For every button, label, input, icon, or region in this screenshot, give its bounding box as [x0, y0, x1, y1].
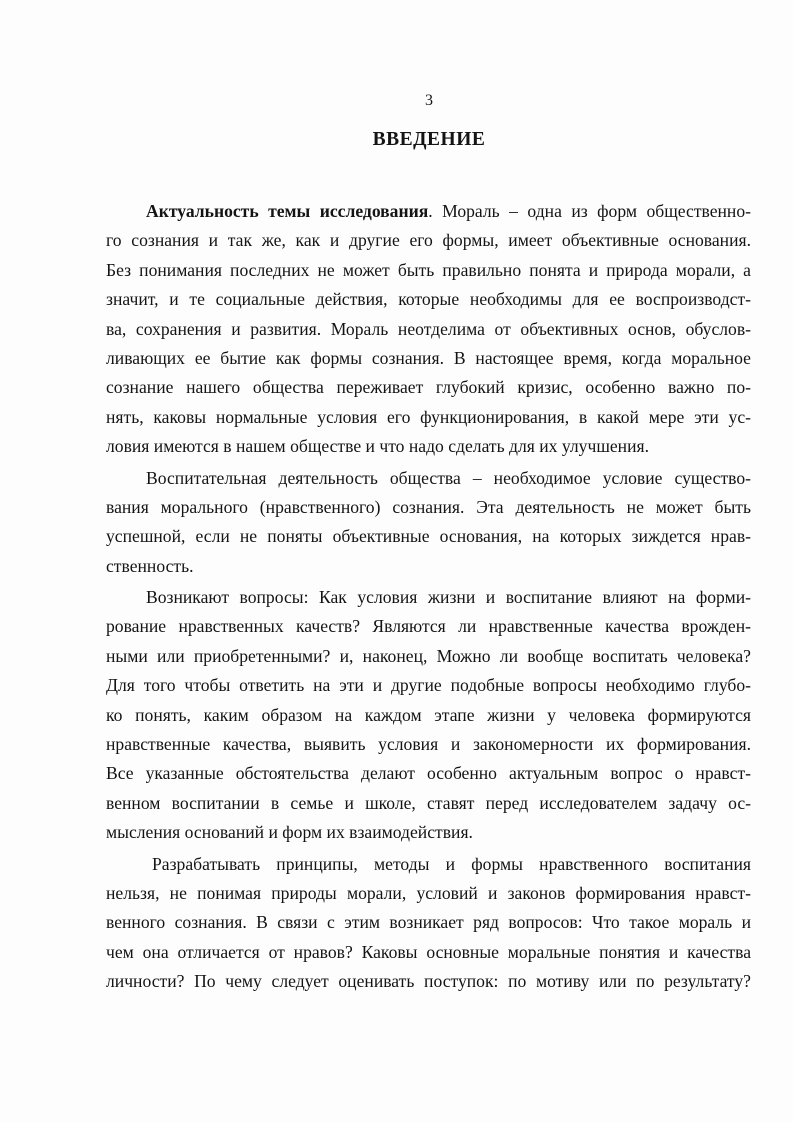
relevance-heading: Актуальность темы исследования — [146, 201, 429, 221]
text-line: успешной, если не поняты объективные основания, на которых зиждется нрав- — [106, 526, 751, 547]
text-line: Воспитательная деятельность общества – необходимое условие существо- — [146, 467, 751, 488]
text-line: венном воспитании в семье и школе, ставят перед исследователем задачу ос- — [106, 792, 751, 813]
text-line: Все указанные обстоятельства делают особенно актуальным вопрос о нравст- — [106, 763, 751, 784]
text-line: ва, сохранения и развития. Мораль неотделима от объективных основ, обуслов- — [106, 318, 751, 339]
text-line: мысления оснований и форм их взаимодействия. — [106, 822, 473, 843]
page-number: 3 — [425, 92, 433, 109]
paragraph-principles — [106, 850, 751, 997]
text-line: Разрабатывать принципы, методы и формы нравственного воспитания — [152, 853, 751, 874]
text-line: личности? По чему следует оценивать поступок: по мотиву или по результату? — [106, 971, 751, 992]
paragraph-upbringing — [106, 464, 751, 582]
text-line — [106, 197, 751, 226]
text-line: чем она отличается от нравов? Каковы основные моральные понятия и качества — [106, 941, 751, 962]
text-line-content: . Мораль – одна из форм общественно- — [428, 201, 752, 221]
text-line: сознание нашего общества переживает глубокий кризис, особенно важно по- — [106, 377, 751, 398]
text-line: венного сознания. В связи с этим возникает ряд вопросов: Что такое мораль и — [106, 912, 751, 933]
text-line: ными или приобретенными? и, наконец, Можно ли вообще воспитать человека? — [106, 645, 751, 666]
text-line: значит, и те социальные действия, которые необходимы для ее воспроизводст- — [106, 289, 751, 310]
text-line: го сознания и так же, как и другие его формы, имеет объективные основания. — [106, 230, 751, 251]
text-line: ственность. — [106, 555, 194, 576]
text-line: Без понимания последних не может быть правильно понята и природа морали, а — [106, 259, 751, 280]
text-line: нять, каковы нормальные условия его функционирования, в какой мере эти ус- — [106, 406, 751, 427]
text-line: Возникают вопросы: Как условия жизни и воспитание влияют на форми- — [146, 587, 751, 608]
text-line: ловия имеются в нашем обществе и что надо сделать для их улучшения. — [106, 436, 649, 457]
text-line: ливающих ее бытие как формы сознания. В настоящее время, когда моральное — [106, 347, 751, 368]
text-line: ко понять, каким образом на каждом этапе жизни у человека формируются — [106, 704, 751, 725]
page-title: ВВЕДЕНИЕ — [372, 129, 486, 150]
paragraph-questions — [106, 583, 751, 848]
document-body — [106, 197, 751, 997]
text-line: нельзя, не понимая природы морали, условий и законов формирования нравст- — [106, 882, 751, 903]
text-line: нравственные качества, выявить условия и закономерности их формирования. — [106, 734, 751, 755]
paragraph-relevance — [106, 197, 751, 462]
text-line: рование нравственных качеств? Являются ли нравственные качества врожден- — [106, 616, 751, 637]
text-line: Для того чтобы ответить на эти и другие подобные вопросы необходимо глубо- — [106, 675, 751, 696]
text-line: вания морального (нравственного) сознания. Эта деятельность не может быть — [106, 496, 751, 517]
